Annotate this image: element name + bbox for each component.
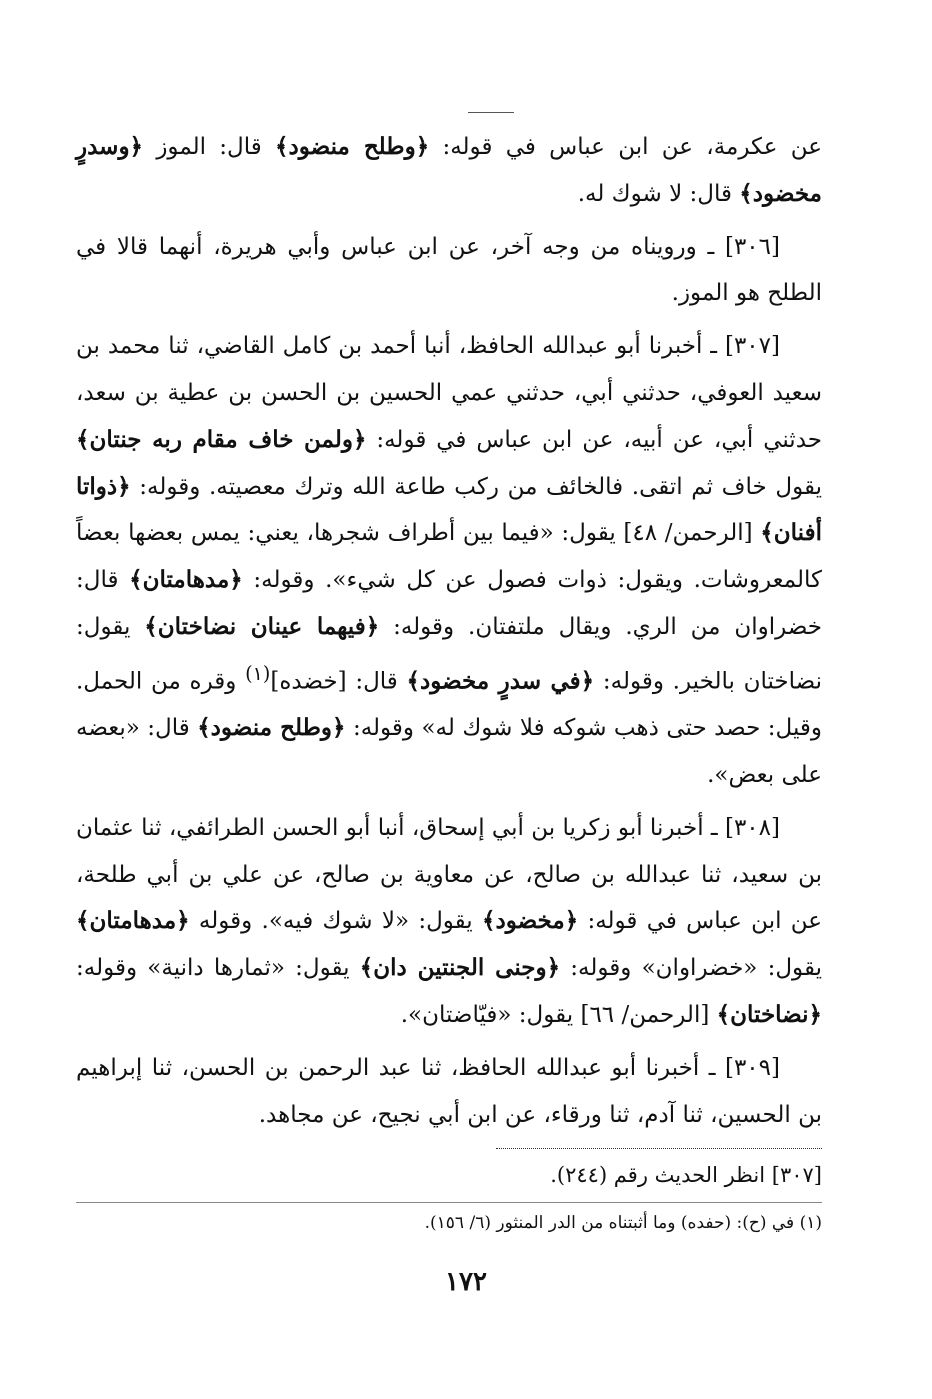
quran-quote: ﴿نضاختان﴾	[716, 1001, 822, 1028]
quran-quote: ﴿ولمن خاف مقام ربه جنتان﴾	[76, 425, 367, 453]
quran-quote: ﴿فيهما عينان نضاختان﴾	[144, 612, 380, 640]
text-segment: يقول: «لا شوك فيه». وقوله	[189, 908, 482, 935]
quran-quote: ﴿مدهامتان﴾	[76, 907, 190, 935]
text-segment: عن عكرمة، عن ابن عباس في قوله:	[429, 134, 822, 160]
text-segment: قال: الموز	[143, 134, 276, 160]
quran-quote: ﴿مدهامتان﴾	[129, 566, 243, 594]
footnote-reference: [٣٠٧] انظر الحديث رقم (٢٤٤).	[550, 1163, 822, 1187]
top-rule	[468, 112, 514, 113]
text-segment: يقول: نضاختان بالخير. وقوله:	[76, 613, 823, 695]
text-segment: قال: [خضده]	[270, 668, 407, 695]
quran-quote: ﴿ذواتا أفنان﴾	[76, 472, 822, 547]
text-segment: قال: خضراوان من الري. ويقال ملتفتان. وقوله:	[76, 567, 822, 640]
text-segment: قال: «بعضه على بعض».	[76, 715, 822, 789]
text-segment: [الرحمن/ ٤٨] يقول: «فيما بين أطراف شجرها، يعني: يمس بعضها بعضاً كالمعروشات. ويقول: ذوات فصول عن كل شيء». وقوله:	[76, 520, 822, 594]
text-segment: قال: لا شوك له.	[577, 180, 740, 207]
quran-quote: ﴿في سدرٍ مخضود﴾	[406, 667, 595, 695]
main-text	[76, 124, 822, 1144]
text-segment: يقول خاف ثم اتقى. فالخائف من ركب طاعة الله وترك معصيته. وقوله:	[130, 473, 822, 500]
page-number: ١٧٢	[445, 1267, 487, 1297]
paragraph-continuation	[76, 124, 822, 218]
paragraph-306	[76, 224, 822, 318]
quran-quote: ﴿وطلح منضود﴾	[197, 714, 346, 742]
text-segment: وقره من الحمل. وقيل: حصد حتى ذهب شوكه فلا شوك له» وقوله:	[76, 668, 822, 742]
footnote-1: (١) في (ح): (حفده) وما أثبتناه من الدر المنثور (٦/ ١٥٦).	[424, 1213, 822, 1233]
text-segment: [٣٠٩] ـ أخبرنا أبو عبدالله الحافظ، ثنا عبد الرحمن بن الحسن، ثنا إبراهيم بن الحسين، ثنا آدم، ثنا ورقاء، عن ابن أبي نجيح، عن مجاهد.	[76, 1054, 822, 1128]
text-segment: [٣٠٨] ـ أخبرنا أبو زكريا بن أبي إسحاق، أنبا أبو الحسن الطرائفي، ثنا عثمان بن سعيد، ثنا عبدالله بن صالح، عن معاوية بن صالح، عن علي بن أبي طلحة، عن ابن عباس في قوله:	[76, 814, 822, 935]
quran-quote: ﴿وطلح منضود﴾	[275, 133, 430, 160]
footnote-separator	[496, 1148, 822, 1149]
footnote-divider	[76, 1202, 822, 1203]
text-segment: [الرحمن/ ٦٦] يقول: «فيّاضتان».	[400, 1002, 717, 1028]
footnote-marker: (١)	[245, 661, 271, 685]
paragraph-308	[76, 805, 822, 1039]
text-segment: يقول: «ثمارها دانية» وقوله:	[76, 955, 360, 982]
quran-quote: ﴿وسدرٍ مخضود﴾	[76, 133, 822, 207]
quran-quote: ﴿مخضود﴾	[481, 907, 579, 935]
text-segment: [٣٠٧] ـ أخبرنا أبو عبدالله الحافظ، أنبا أحمد بن كامل القاضي، ثنا محمد بن سعيد العوفي، حدثني أبي، حدثني عمي الحسين بن الحسن بن عطية بن سعد، حدثني أبي، عن أبيه، عن ابن عباس في قوله:	[76, 333, 822, 453]
text-segment: [٣٠٦] ـ ورويناه من وجه آخر، عن ابن عباس وأبي هريرة، أنهما قالا في الطلح هو الموز.	[76, 233, 822, 307]
text-segment: يقول: «خضراوان» وقوله:	[560, 955, 822, 982]
quran-quote: ﴿وجنى الجنتين دان﴾	[359, 954, 561, 982]
paragraph-307	[76, 323, 822, 799]
paragraph-309	[76, 1045, 822, 1139]
